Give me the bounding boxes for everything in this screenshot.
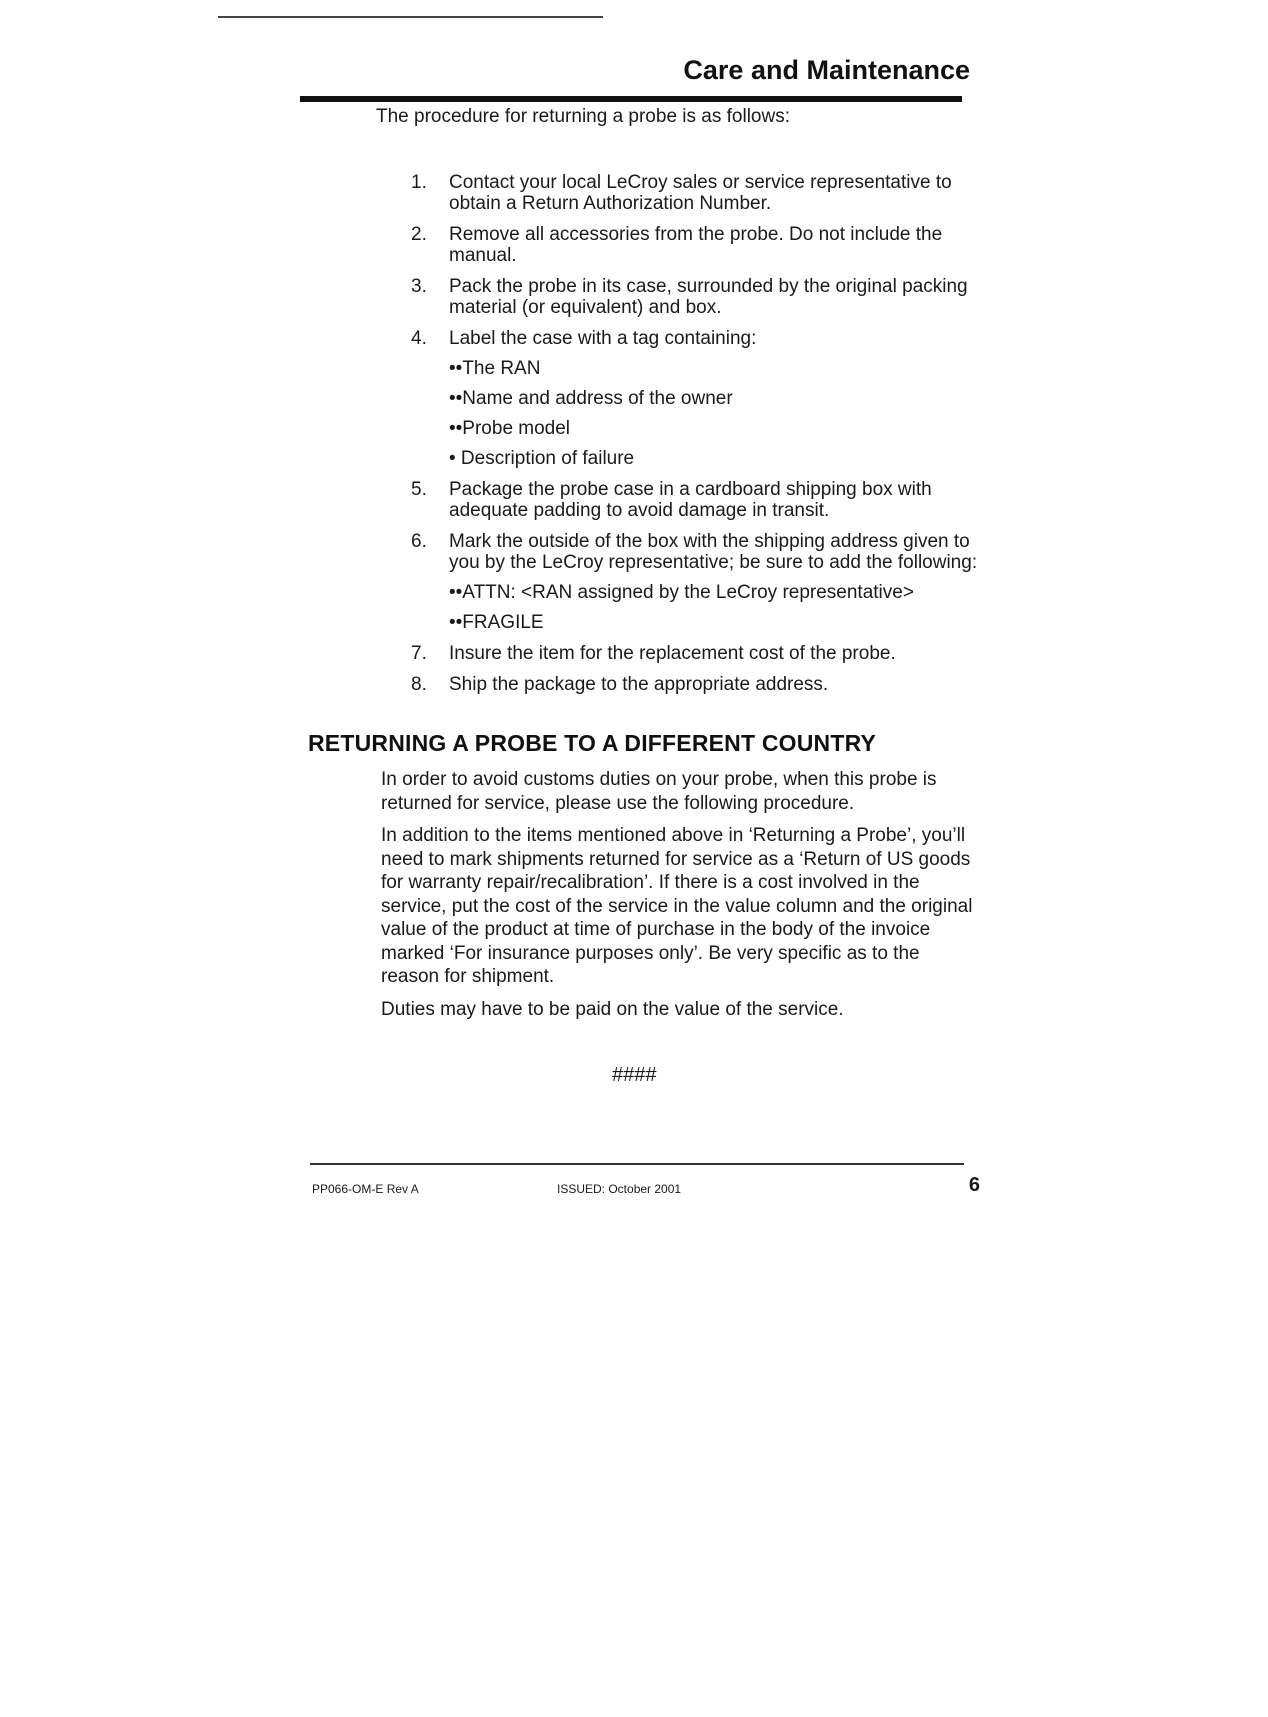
list-item <box>408 328 978 469</box>
step-text: Mark the outside of the box with the shipping address given to you by the LeCroy representative; be sure to add the following: <box>449 531 978 573</box>
sub-list-item: ••Probe model <box>449 418 571 439</box>
sub-list-item: ••FRAGILE <box>449 612 544 633</box>
step-text: Pack the probe in its case, surrounded by the original packing material (or equivalent) and box. <box>449 276 968 318</box>
sub-list-item: ••Name and address of the owner <box>449 388 733 409</box>
page-number: 6 <box>968 1174 980 1196</box>
step-text: Insure the item for the replacement cost of the probe. <box>449 643 896 664</box>
header-rule <box>300 96 962 102</box>
step-text: Remove all accessories from the probe. Do not include the manual. <box>449 224 943 266</box>
step-text: Package the probe case in a cardboard shipping box with adequate padding to avoid damage in transit. <box>449 479 932 521</box>
step-number: 4. <box>411 328 427 349</box>
step-number: 8. <box>411 674 427 695</box>
box-marking-list <box>449 582 978 633</box>
step-number: 7. <box>411 643 427 664</box>
section-heading: RETURNING A PROBE TO A DIFFERENT COUNTRY <box>308 730 877 756</box>
list-item <box>408 276 978 318</box>
step-text: Label the case with a tag containing: <box>449 328 757 349</box>
list-item <box>408 531 978 633</box>
paragraph: In addition to the items mentioned above in ‘Returning a Probe’, you’ll need to mark shipments returned for service as a ‘Return of US goods for warranty repair/recalibration’. If there is a cost involved in the service, put the cost of the service in the value column and the original value of the product at time of purchase in the body of the invoice marked ‘For insurance purposes only’. Be very specific as to the reason for shipment. <box>381 825 973 987</box>
sub-list-item: ••ATTN: <RAN assigned by the LeCroy representative> <box>449 582 914 603</box>
footer-issued-date: ISSUED: October 2001 <box>557 1182 682 1196</box>
list-item <box>408 224 978 266</box>
paragraph: In order to avoid customs duties on your probe, when this probe is returned for service, please use the following procedure. <box>381 769 937 814</box>
top-rule <box>218 16 603 18</box>
list-item <box>408 172 978 214</box>
paragraph: Duties may have to be paid on the value of the service. <box>381 998 844 1020</box>
step-number: 1. <box>411 172 427 193</box>
intro-text: The procedure for returning a probe is as follows: <box>376 106 790 127</box>
step-number: 2. <box>411 224 427 245</box>
page-header-title: Care and Maintenance <box>683 55 970 85</box>
sub-list-item: • Description of failure <box>449 448 635 469</box>
step-text: Ship the package to the appropriate address. <box>449 674 829 695</box>
list-item <box>408 643 978 664</box>
section-body <box>381 768 981 1030</box>
step-text: Contact your local LeCroy sales or service representative to obtain a Return Authorization Number. <box>449 172 952 214</box>
sub-list-item: ••The RAN <box>449 358 541 379</box>
step-number: 6. <box>411 531 427 552</box>
footer-doc-code: PP066-OM-E Rev A <box>312 1182 419 1196</box>
footer-rule <box>310 1163 964 1165</box>
list-item <box>408 674 978 695</box>
return-procedure-list <box>408 172 978 705</box>
step-number: 3. <box>411 276 427 297</box>
step-number: 5. <box>411 479 427 500</box>
tag-contents-list <box>449 358 978 469</box>
list-item <box>408 479 978 521</box>
end-mark: #### <box>611 1064 657 1086</box>
